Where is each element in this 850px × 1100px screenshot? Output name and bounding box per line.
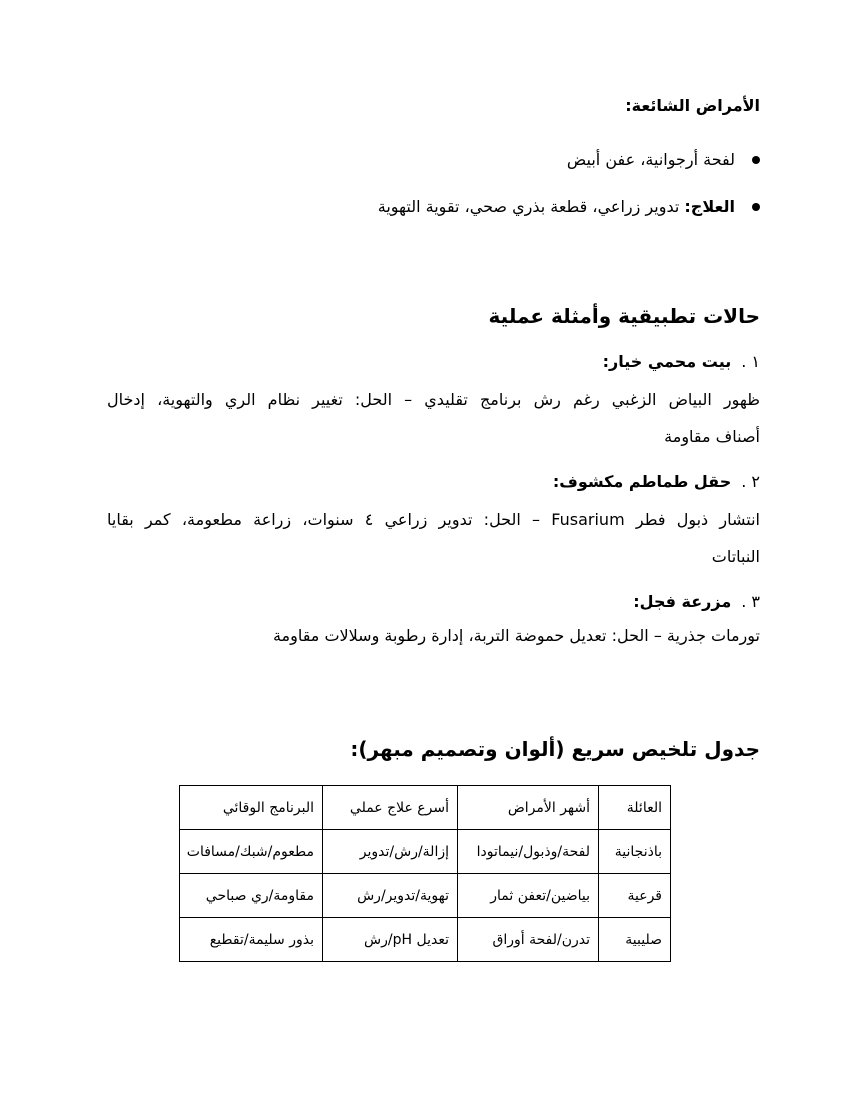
case-description-line: تورمات جذرية – الحل: تعديل حموضة التربة، إدارة رطوبة وسلالات مقاومة [272, 626, 760, 645]
table-row [180, 830, 671, 874]
table-cell: قرعية [599, 874, 671, 918]
case-title [633, 592, 760, 611]
case-description-line: أصناف مقاومة [664, 427, 760, 446]
summary-table [179, 785, 671, 962]
table-header-cell: العائلة [599, 786, 671, 830]
table-cell: تدرن/لفحة أوراق [458, 918, 599, 962]
table-cell: صليبية [599, 918, 671, 962]
case-description-line: ظهور البياض الزغبي رغم رش برنامج تقليدي – الحل: تغيير نظام الري والتهوية، إدخال [107, 390, 760, 409]
case-title [603, 352, 760, 371]
table-cell: مقاومة/ري صباحي [180, 874, 323, 918]
case-title-text: بيت محمي خيار: [602, 352, 732, 371]
diseases-heading: الأمراض الشائعة: [625, 96, 760, 115]
case-title-text: حقل طماطم مكشوف: [552, 472, 732, 491]
table-cell: بياضين/تعفن ثمار [458, 874, 599, 918]
case-number: ٣ . [741, 592, 760, 611]
table-header-cell: أسرع علاج عملي [323, 786, 458, 830]
case-title [553, 472, 760, 491]
table-cell: بذور سليمة/تقطيع [180, 918, 323, 962]
bullet-item [378, 197, 760, 216]
case-description-line: النباتات [711, 547, 760, 566]
bullet-icon [752, 203, 760, 211]
bullet-label: العلاج: [684, 197, 735, 216]
case-number: ٢ . [741, 472, 760, 491]
case-description-line: انتشار ذبول فطر Fusarium – الحل: تدوير زراعي ٤ سنوات، زراعة مطعومة، كمر بقايا [107, 510, 761, 529]
bullet-item [567, 150, 760, 169]
table-cell: مطعوم/شبك/مسافات [180, 830, 323, 874]
table-cell: تعديل pH/رش [323, 918, 458, 962]
table-row [180, 874, 671, 918]
table-cell: تهوية/تدوير/رش [323, 874, 458, 918]
table-cell: لفحة/وذبول/نيماتودا [458, 830, 599, 874]
table-cell: باذنجانية [599, 830, 671, 874]
bullet-text: تدوير زراعي، قطعة بذري صحي، تقوية التهوية [377, 197, 685, 216]
case-number: ١ . [741, 352, 760, 371]
summary-heading: جدول تلخيص سريع (ألوان وتصميم مبهر): [350, 737, 760, 761]
table-cell: إزالة/رش/تدوير [323, 830, 458, 874]
cases-heading: حالات تطبيقية وأمثلة عملية [488, 304, 760, 328]
bullet-text: لفحة أرجوانية، عفن أبيض [566, 150, 735, 169]
case-title-text: مزرعة فجل: [633, 592, 732, 611]
table-row [180, 918, 671, 962]
bullet-icon [752, 156, 760, 164]
table-header-cell: البرنامج الوقائي [180, 786, 323, 830]
table-header-cell: أشهر الأمراض [458, 786, 599, 830]
table-header-row [180, 786, 671, 830]
